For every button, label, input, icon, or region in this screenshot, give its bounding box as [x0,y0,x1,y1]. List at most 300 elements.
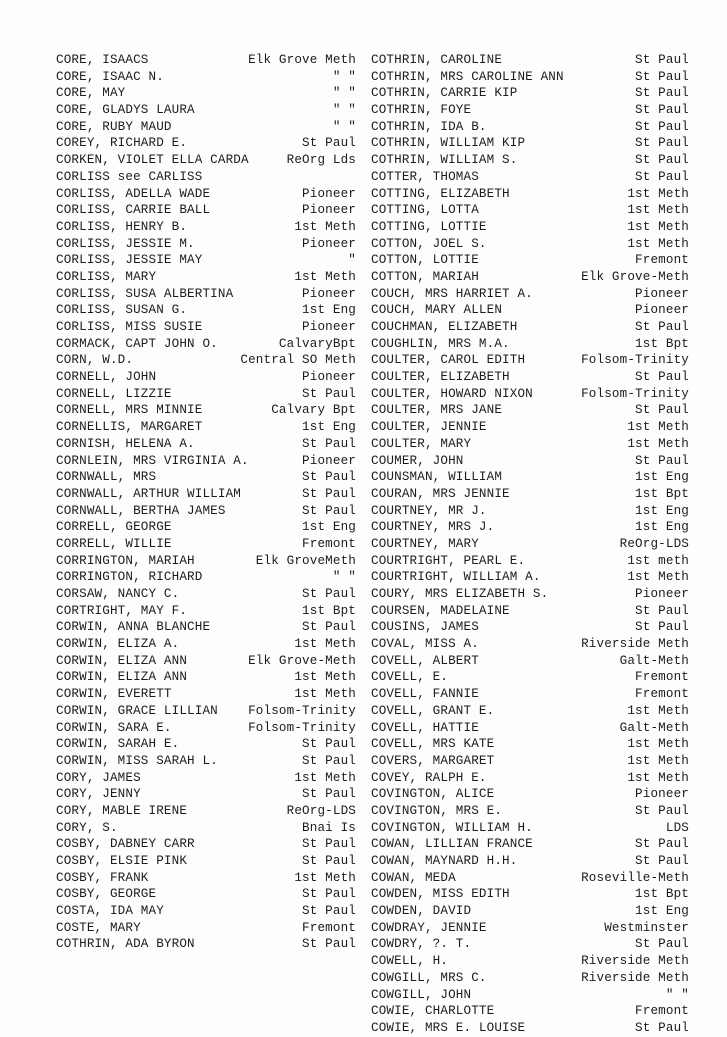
list-item [371,536,689,553]
list-item [371,286,689,303]
entry-name: COULTER, HOWARD NIXON [371,386,533,401]
entry-church: Fremont [302,920,356,935]
entry-name: CORTRIGHT, MAY F. [56,603,188,618]
entry-church: St Paul [635,370,689,385]
entry-name: COTTON, MARIAH [371,269,479,284]
list-item [371,669,689,686]
entry-church: 1st Meth [627,753,689,768]
list-item [56,135,356,152]
entry-name: CORE, ISAACS [56,53,149,67]
entry-church: St Paul [635,1020,689,1035]
entry-church: 1st Bpt [302,603,356,618]
entry-church: Fremont [635,687,689,702]
list-item [56,703,356,720]
entry-church: 1st Bpt [635,336,689,351]
entry-church: St Paul [302,787,356,802]
entry-church: " " [665,987,689,1002]
entry-name: CORLISS, JESSIE MAY [56,253,203,268]
list-item [56,302,356,319]
entry-church: CalvaryBpt [278,336,356,351]
list-item [56,836,356,853]
entry-church: Pioneer [302,236,356,251]
entry-name: COUCHMAN, ELIZABETH [371,320,518,334]
list-item [371,786,689,803]
list-item [56,219,356,236]
entry-name: COTTON, JOEL S. [371,236,487,251]
list-item [371,970,689,987]
entry-church: ReOrg Lds [286,153,356,168]
entry-name: CORE, RUBY MAUD [56,119,172,134]
entry-church: Fremont [635,253,689,268]
entry-church: Westminster [604,920,689,935]
entry-name: COWDRY, ?. T. [371,937,472,952]
entry-church: 1st meth [627,553,689,568]
list-item [56,669,356,686]
entry-church: Bnai Is [302,820,356,835]
list-item [56,186,356,203]
list-item [371,236,689,253]
list-item [371,419,689,436]
entry-church: St Paul [635,453,689,468]
entry-name: CORNELLIS, MARGARET [56,420,203,435]
entry-name: COUSINS, JAMES [371,620,479,635]
list-item [371,169,689,186]
entry-name: COULTER, ELIZABETH [371,370,510,385]
list-item [371,886,689,903]
list-item [371,836,689,853]
list-item [56,269,356,286]
entry-name: COSTE, MARY [56,920,141,935]
entry-name: COUMER, JOHN [371,453,464,468]
entry-name: COWDEN, MISS EDITH [371,887,510,902]
entry-church: St Paul [302,904,356,919]
list-item [371,486,689,503]
entry-church: 1st Eng [635,503,689,518]
entry-name: COVINGTON, MRS E. [371,803,503,818]
list-item [371,102,689,119]
entry-church: 1st Meth [294,687,356,702]
entry-church: 1st Bpt [635,486,689,501]
entry-church: 1st Meth [627,770,689,785]
list-item [371,820,689,837]
list-item [371,603,689,620]
entry-name: COSTA, IDA MAY [56,904,164,919]
entry-name: CORLISS, SUSA ALBERTINA [56,286,234,301]
entry-name: CORLISS, MISS SUSIE [56,320,203,334]
list-item [56,69,356,86]
entry-name: COURTNEY, MARY [371,536,479,551]
entry-name: CORMACK, CAPT JOHN O. [56,336,218,351]
list-item [371,653,689,670]
entry-church: " " [332,69,356,84]
list-item [56,603,356,620]
entry-name: COTHRIN, FOYE [371,103,472,118]
list-item [371,853,689,870]
entry-name: CORWIN, MISS SARAH L. [56,753,218,768]
entry-church: St Paul [302,486,356,501]
entry-name: CORNWALL, BERTHA JAMES [56,503,226,518]
list-item [371,202,689,219]
entry-name: COWAN, MAYNARD H.H. [371,854,518,868]
list-item [371,469,689,486]
entry-church: Central SO Meth [240,353,356,368]
list-item [371,69,689,86]
entry-church: 1st Eng [302,520,356,535]
list-item [371,619,689,636]
entry-name: COTTING, ELIZABETH [371,186,510,201]
list-item [371,519,689,536]
entry-church: Roseville-Meth [581,870,689,885]
list-item [371,319,689,336]
entry-church: St Paul [302,937,356,952]
entry-name: COSBY, DABNEY CARR [56,837,195,852]
list-item [56,286,356,303]
entry-name: COUNSMAN, WILLIAM [371,470,503,485]
entry-name: COUCH, MRS HARRIET A. [371,286,533,301]
entry-church: 1st Meth [627,570,689,585]
entry-church: 1st Meth [627,436,689,451]
entry-church: 1st Meth [627,420,689,435]
list-item [56,770,356,787]
list-item [56,369,356,386]
entry-name: COURTNEY, MR J. [371,503,487,518]
list-item [56,252,356,269]
entry-church: 1st Meth [294,670,356,685]
entry-church: 1st Meth [627,236,689,251]
entry-name: COURAN, MRS JENNIE [371,486,510,501]
entry-name: COREY, RICHARD E. [56,136,188,151]
list-item [371,753,689,770]
list-item [371,920,689,937]
list-item [371,636,689,653]
list-item [371,586,689,603]
entry-church: Pioneer [635,787,689,802]
list-item [56,469,356,486]
list-item [371,186,689,203]
entry-name: COWGILL, MRS C. [371,970,487,985]
entry-name: CORWIN, SARA E. [56,720,172,735]
entry-name: COTHRIN, WILLIAM S. [371,153,518,168]
list-item [371,703,689,720]
entry-name: CORNELL, LIZZIE [56,386,172,401]
entry-name: CORWIN, GRACE LILLIAN [56,703,218,718]
entry-name: CORLISS, ADELLA WADE [56,186,211,201]
entry-name: COSBY, ELSIE PINK [56,854,188,868]
entry-church: St Paul [302,470,356,485]
entry-church: Elk Grove-Meth [248,653,356,668]
entry-church: St Paul [635,153,689,168]
list-item [56,736,356,753]
entry-church: St Paul [302,587,356,601]
entry-church: St Paul [302,837,356,852]
entry-church: St Paul [635,803,689,818]
entry-church: Pioneer [302,203,356,218]
list-item [371,1020,689,1037]
entry-name: COTHRIN, MRS CAROLINE ANN [371,69,564,84]
entry-name: CORRINGTON, RICHARD [56,570,203,585]
entry-name: CORLISS, SUSAN G. [56,303,188,318]
entry-church: 1st Meth [627,186,689,201]
entry-name: CORNELL, MRS MINNIE [56,403,203,418]
list-item [371,336,689,353]
list-item [371,219,689,236]
entry-church: 1st Eng [302,420,356,435]
entry-church: St Paul [302,753,356,768]
list-item [56,720,356,737]
entry-church: Fremont [302,536,356,551]
entry-name: COTHRIN, CARRIE KIP [371,86,518,101]
entry-church: St Paul [635,136,689,151]
entry-church: 1st Meth [294,770,356,785]
entry-name: CORRELL, GEORGE [56,520,172,535]
entry-church: St Paul [635,854,689,868]
list-item [371,52,689,69]
entry-church: " " [332,119,356,134]
entry-church: 1st Meth [627,703,689,718]
entry-church: " " [332,570,356,585]
entry-name: CORWIN, EVERETT [56,687,172,702]
entry-name: COVINGTON, ALICE [371,787,495,802]
entry-church: St Paul [635,69,689,84]
entry-church: 1st Meth [627,203,689,218]
list-item [56,402,356,419]
entry-name: CORE, MAY [56,86,126,101]
entry-church: Pioneer [302,186,356,201]
list-item [56,653,356,670]
entry-name: COTTING, LOTTA [371,203,479,218]
entry-name: CORLISS see CARLISS [56,169,203,184]
list-item [371,252,689,269]
list-item [56,753,356,770]
entry-name: COTTER, THOMAS [371,169,479,184]
entry-church: Pioneer [635,286,689,301]
entry-name: CORY, JENNY [56,787,141,802]
entry-name: CORWIN, SARAH E. [56,737,180,752]
list-item [56,619,356,636]
entry-church: Pioneer [302,453,356,468]
list-item [56,886,356,903]
entry-church: St Paul [635,86,689,101]
list-item [56,336,356,353]
entry-name: COULTER, CAROL EDITH [371,353,526,368]
entry-name: COWDEN, DAVID [371,904,472,919]
entry-name: COTHRIN, ADA BYRON [56,937,195,952]
entry-church: 1st Eng [635,470,689,485]
entry-name: COTHRIN, WILLIAM KIP [371,136,526,151]
list-item [56,636,356,653]
list-item [371,936,689,953]
list-item [56,803,356,820]
entry-church: 1st Meth [627,219,689,234]
entry-church: St Paul [635,603,689,618]
entry-name: COTHRIN, CAROLINE [371,53,503,67]
entry-name: COVELL, ALBERT [371,653,479,668]
entry-church: St Paul [302,737,356,752]
entry-church: St Paul [635,103,689,118]
entry-church: Pioneer [302,286,356,301]
list-item [56,419,356,436]
entry-name: CORWIN, ELIZA ANN [56,670,188,685]
entry-church: Elk Grove-Meth [581,269,689,284]
list-item [56,52,356,69]
entry-name: CORWIN, ELIZA ANN [56,653,188,668]
entry-name: COVELL, GRANT E. [371,703,495,718]
entry-church: " [348,253,356,268]
list-item [371,736,689,753]
entry-church: St Paul [635,119,689,134]
entry-church: 1st Meth [294,637,356,652]
entry-name: COURTNEY, MRS J. [371,520,495,535]
entry-name: CORRINGTON, MARIAH [56,553,195,568]
entry-name: COWELL, H. [371,954,449,969]
entry-church: 1st Meth [627,737,689,752]
entry-church: Pioneer [302,320,356,334]
entry-name: COVERS, MARGARET [371,753,495,768]
entry-name: CORLISS, JESSIE M. [56,236,195,251]
list-item [56,903,356,920]
entry-name: COVEY, RALPH E. [371,770,487,785]
list-item [56,202,356,219]
list-item [56,102,356,119]
list-item [56,936,356,953]
list-item [371,152,689,169]
entry-name: COWGILL, JOHN [371,987,472,1002]
entry-name: CORNISH, HELENA A. [56,436,195,451]
list-item [56,152,356,169]
entry-name: CORWIN, ELIZA A. [56,637,180,652]
list-item [371,770,689,787]
entry-name: COULTER, MARY [371,436,472,451]
list-item [56,519,356,536]
entry-name: COVELL, E. [371,670,449,685]
list-item [56,85,356,102]
entry-name: CORSAW, NANCY C. [56,587,180,601]
entry-name: COVELL, FANNIE [371,687,479,702]
entry-church: ReOrg-LDS [286,803,356,818]
list-item [371,569,689,586]
list-item [371,553,689,570]
entry-church: 1st Eng [635,520,689,535]
entry-name: CORWIN, ANNA BLANCHE [56,620,211,635]
entry-name: CORKEN, VIOLET ELLA CARDA [56,153,249,168]
list-item [371,119,689,136]
list-item [371,803,689,820]
entry-name: CORNELL, JOHN [56,370,157,385]
entry-name: CORE, GLADYS LAURA [56,103,195,118]
list-item [371,953,689,970]
left-column [56,52,356,953]
entry-name: COWIE, MRS E. LOUISE [371,1020,526,1035]
entry-name: COVELL, MRS KATE [371,737,495,752]
list-item [371,453,689,470]
entry-church: St Paul [302,887,356,902]
entry-name: COWDRAY, JENNIE [371,920,487,935]
entry-church: Folsom-Trinity [581,386,689,401]
entry-name: CORY, S. [56,820,118,835]
entry-name: CORE, ISAAC N. [56,69,164,84]
entry-church: Galt-Meth [619,653,689,668]
entry-name: COSBY, FRANK [56,870,149,885]
list-item [56,352,356,369]
list-item [56,119,356,136]
entry-name: COWAN, LILLIAN FRANCE [371,837,533,852]
entry-church: St Paul [635,320,689,334]
entry-church: St Paul [635,53,689,67]
entry-church: St Paul [302,620,356,635]
entry-name: COWAN, MEDA [371,870,456,885]
entry-church: 1st Eng [302,303,356,318]
entry-church: Fremont [635,670,689,685]
list-item [56,820,356,837]
entry-church: St Paul [302,503,356,518]
entry-name: COWIE, CHARLOTTE [371,1004,495,1019]
entry-name: COUCH, MARY ALLEN [371,303,503,318]
entry-church: Calvary Bpt [271,403,356,418]
entry-name: CORLISS, HENRY B. [56,219,188,234]
list-item [371,402,689,419]
entry-church: St Paul [635,169,689,184]
list-item [56,436,356,453]
list-item [371,436,689,453]
entry-church: St Paul [302,386,356,401]
right-column [371,52,689,1037]
entry-church: Pioneer [635,587,689,601]
entry-name: COURY, MRS ELIZABETH S. [371,587,549,601]
list-item [56,503,356,520]
entry-name: CORRELL, WILLIE [56,536,172,551]
entry-church: Elk Grove Meth [248,53,356,67]
list-item [371,903,689,920]
list-item [371,352,689,369]
entry-church: St Paul [302,136,356,151]
entry-church: Folsom-Trinity [248,703,356,718]
list-item [56,453,356,470]
entry-church: Riverside Meth [581,637,689,652]
entry-name: COURSEN, MADELAINE [371,603,510,618]
entry-name: COURTRIGHT, PEARL E. [371,553,526,568]
entry-church: 1st Meth [294,269,356,284]
list-item [56,870,356,887]
entry-name: CORNWALL, ARTHUR WILLIAM [56,486,241,501]
entry-name: CORLISS, CARRIE BALL [56,203,211,218]
entry-name: CORY, MABLE IRENE [56,803,188,818]
list-item [371,987,689,1004]
list-item [56,569,356,586]
list-item [371,135,689,152]
entry-name: COVINGTON, WILLIAM H. [371,820,533,835]
entry-church: Riverside Meth [581,954,689,969]
list-item [371,302,689,319]
entry-church: Folsom-Trinity [248,720,356,735]
entry-name: COUGHLIN, MRS M.A. [371,336,510,351]
entry-church: St Paul [635,937,689,952]
list-item [56,386,356,403]
entry-name: COULTER, JENNIE [371,420,487,435]
entry-church: Riverside Meth [581,970,689,985]
entry-church: Fremont [635,1004,689,1019]
list-item [371,503,689,520]
entry-name: CORN, W.D. [56,353,134,368]
entry-church: St Paul [635,403,689,418]
entry-name: COTHRIN, IDA B. [371,119,487,134]
list-item [56,486,356,503]
entry-church: Pioneer [635,303,689,318]
list-item [56,536,356,553]
entry-name: COVAL, MISS A. [371,637,479,652]
entry-name: COTTON, LOTTIE [371,253,479,268]
entry-church: 1st Bpt [635,887,689,902]
list-item [56,853,356,870]
